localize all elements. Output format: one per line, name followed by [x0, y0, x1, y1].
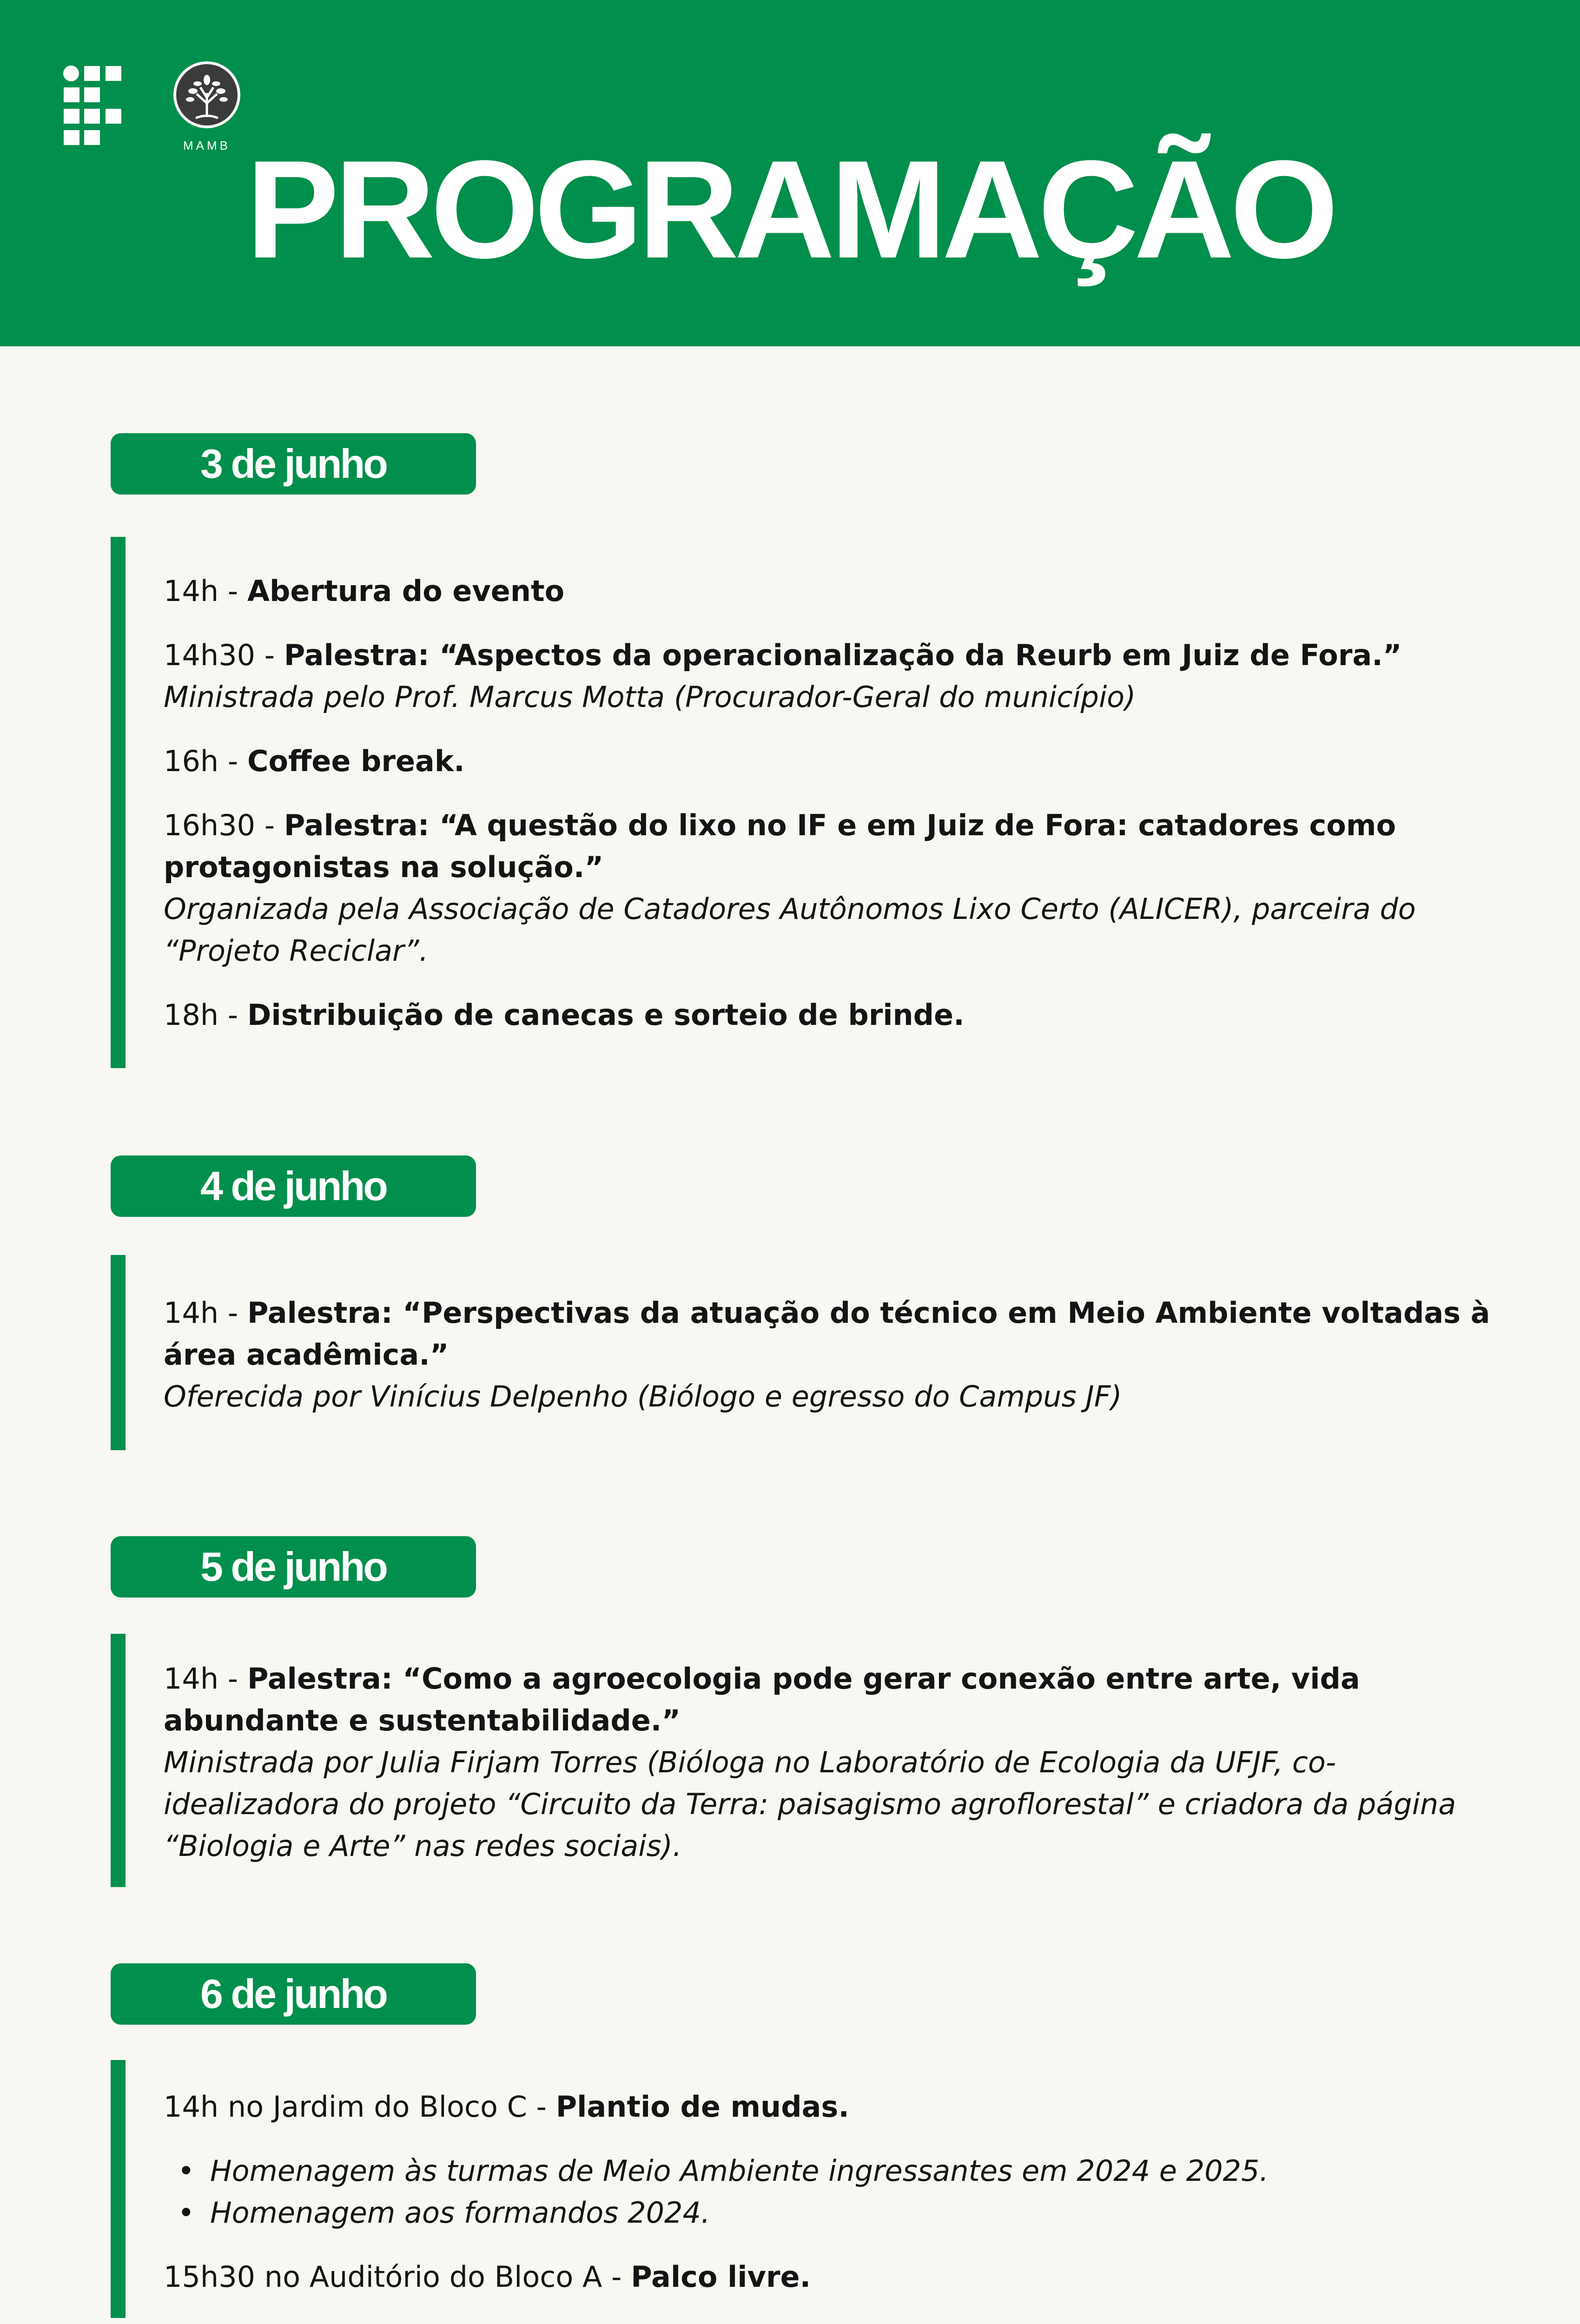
date-label-day-3: 5 de junho [111, 1536, 476, 1598]
if-logo-icon [63, 65, 123, 146]
schedule-block-day-2 [111, 1255, 1496, 1450]
schedule-block-day-3 [111, 1634, 1496, 1887]
date-label-day-1: 3 de junho [111, 433, 476, 495]
list-item: • Homenagem aos formandos 2024. [210, 2192, 1496, 2234]
schedule-entry: 14h - Palestra: “Como a agroecologia pode gerar conexão entre arte, vida abundante e sustentabilidade.” [164, 1662, 1360, 1737]
schedule-entry: 14h - Abertura do evento [164, 574, 565, 608]
entry-description: Organizada pela Associação de Catadores Autônomos Lixo Certo (ALICER), parceira do “Projeto Reciclar”. [164, 892, 1416, 968]
schedule-entry: 14h30 - Palestra: “Aspectos da operacionalização da Reurb em Juiz de Fora.” [164, 638, 1402, 672]
entry-description: Oferecida por Vinícius Delpenho (Biólogo e egresso do Campus JF) [164, 1380, 1122, 1413]
header-banner [0, 0, 1580, 346]
mamb-logo-text: MAMB [183, 139, 231, 152]
list-item: • Homenagem às turmas de Meio Ambiente ingressantes em 2024 e 2025. [210, 2150, 1496, 2192]
schedule-block-day-1 [111, 537, 1496, 1068]
schedule-block-day-4 [111, 2060, 1496, 2318]
schedule-entry: 14h - Palestra: “Perspectivas da atuação do técnico em Meio Ambiente voltadas à área acadêmica.” [164, 1296, 1490, 1372]
schedule-entry: 18h - Distribuição de canecas e sorteio de brinde. [164, 998, 965, 1032]
schedule-entry: 15h30 no Auditório do Bloco A - Palco livre. [164, 2260, 811, 2294]
schedule-entry: 16h30 - Palestra: “A questão do lixo no IF e em Juiz de Fora: catadores como protagonistas na solução.” [164, 808, 1396, 884]
entry-description: Ministrada por Julia Firjam Torres (Bióloga no Laboratório de Ecologia da UFJF, co-idealizadora do projeto “Circuito da Terra: paisagismo agroflorestal” e criadora da página “Biologia e Arte” nas redes sociais). [164, 1745, 1456, 1863]
date-label-day-2: 4 de junho [111, 1155, 476, 1217]
schedule-entry: 16h - Coffee break. [164, 744, 465, 778]
page-title: PROGRAMAÇÃO [246, 131, 1334, 287]
schedule-entry: 14h no Jardim do Bloco C - Plantio de mudas. [164, 2090, 849, 2124]
entry-description: Ministrada pelo Prof. Marcus Motta (Procurador-Geral do município) [164, 680, 1136, 714]
bullet-list [164, 2150, 1496, 2234]
date-label-day-4: 6 de junho [111, 1963, 476, 2025]
